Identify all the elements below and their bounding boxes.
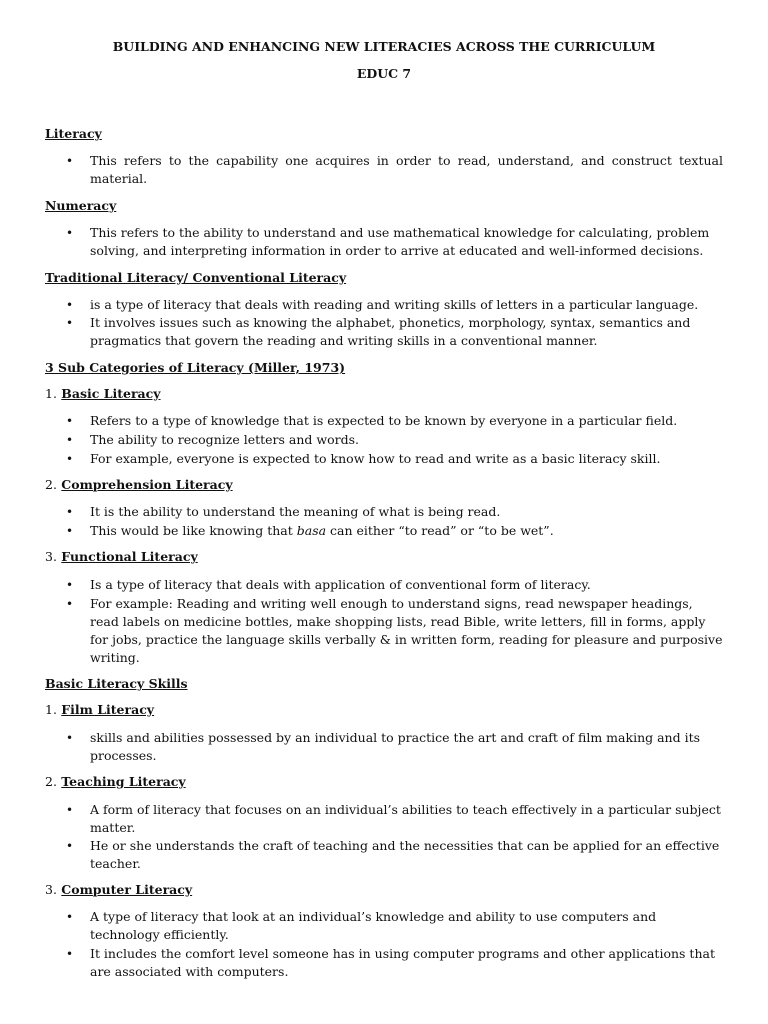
literacy-bullet-1: This refers to the capability one acquires in order to read, understand, and construct textual material. bbox=[90, 153, 723, 186]
bullet-icon: • bbox=[66, 316, 74, 330]
heading-computer-literacy: 3. Computer Literacy bbox=[45, 882, 193, 897]
functional-bullet-1: Is a type of literacy that deals with application of conventional form of literacy. bbox=[90, 577, 591, 592]
bullet-icon: • bbox=[66, 505, 74, 519]
heading-film-literacy: 1. Film Literacy bbox=[45, 702, 155, 717]
heading-comprehension-literacy: 2. Comprehension Literacy bbox=[45, 477, 233, 492]
heading-functional-literacy: 3. Functional Literacy bbox=[45, 549, 198, 564]
bullet-icon: • bbox=[66, 803, 74, 817]
traditional-bullet-2: It involves issues such as knowing the alphabet, phonetics, morphology, syntax, semantics and pragmatics that govern the reading and writing skills in a conventional manner. bbox=[90, 315, 691, 348]
computer-bullet-1: A type of literacy that look at an individual’s knowledge and ability to use computers and technology efficiently. bbox=[90, 909, 657, 942]
bullet-icon: • bbox=[66, 452, 74, 466]
traditional-bullet-1: is a type of literacy that deals with reading and writing skills of letters in a particular language. bbox=[90, 297, 699, 312]
heading-traditional-literacy: Traditional Literacy/ Conventional Literacy bbox=[45, 270, 347, 285]
computer-bullet-2: It includes the comfort level someone has in using computer programs and other applications that are associated with computers. bbox=[90, 946, 715, 979]
bullet-icon: • bbox=[66, 578, 74, 592]
film-bullet-1: skills and abilities possessed by an individual to practice the art and craft of film making and its processes. bbox=[90, 730, 701, 763]
teaching-bullet-1: A form of literacy that focuses on an individual’s abilities to teach effectively in a particular subject matter. bbox=[90, 802, 721, 835]
functional-bullet-2: For example: Reading and writing well enough to understand signs, read newspaper headings, read labels on medicine bottles, make shopping lists, read Bible, write letters, fill in forms, apply for jobs, practice the language skills verbally & in written form, reading for pleasure and purposive writing. bbox=[90, 596, 723, 665]
bullet-icon: • bbox=[66, 910, 74, 924]
basic-bullet-1: Refers to a type of knowledge that is expected to be known by everyone in a particular field. bbox=[90, 413, 678, 428]
bullet-icon: • bbox=[66, 524, 74, 538]
bullet-icon: • bbox=[66, 433, 74, 447]
course-code: EDUC 7 bbox=[356, 66, 412, 81]
bullet-icon: • bbox=[66, 597, 74, 611]
heading-numeracy: Numeracy bbox=[45, 198, 117, 213]
bullet-icon: • bbox=[66, 154, 74, 168]
bullet-icon: • bbox=[66, 839, 74, 853]
bullet-icon: • bbox=[66, 226, 74, 240]
comprehension-bullet-1: It is the ability to understand the meaning of what is being read. bbox=[90, 504, 501, 519]
bullet-icon: • bbox=[66, 947, 74, 961]
bullet-icon: • bbox=[66, 298, 74, 312]
numeracy-bullet-1: This refers to the ability to understand and use mathematical knowledge for calculating, problem solving, and interpreting information in order to arrive at educated and well-informed decisions. bbox=[90, 225, 710, 258]
heading-teaching-literacy: 2. Teaching Literacy bbox=[45, 774, 186, 789]
bullet-icon: • bbox=[66, 731, 74, 745]
basic-bullet-2: The ability to recognize letters and words. bbox=[90, 432, 359, 447]
heading-basic-literacy: 1. Basic Literacy bbox=[45, 386, 161, 401]
teaching-bullet-2: He or she understands the craft of teaching and the necessities that can be applied for an effective teacher. bbox=[90, 838, 720, 871]
heading-basic-literacy-skills: Basic Literacy Skills bbox=[45, 676, 188, 691]
basic-bullet-3: For example, everyone is expected to know how to read and write as a basic literacy skill. bbox=[90, 451, 661, 466]
heading-sub-categories: 3 Sub Categories of Literacy (Miller, 1973) bbox=[45, 360, 346, 375]
bullet-icon: • bbox=[66, 414, 74, 428]
document-title: BUILDING AND ENHANCING NEW LITERACIES ACROSS THE CURRICULUM bbox=[112, 39, 656, 54]
comprehension-bullet-2: This would be like knowing that basa can either “to read” or “to be wet”. bbox=[90, 523, 554, 538]
heading-literacy: Literacy bbox=[45, 126, 102, 141]
